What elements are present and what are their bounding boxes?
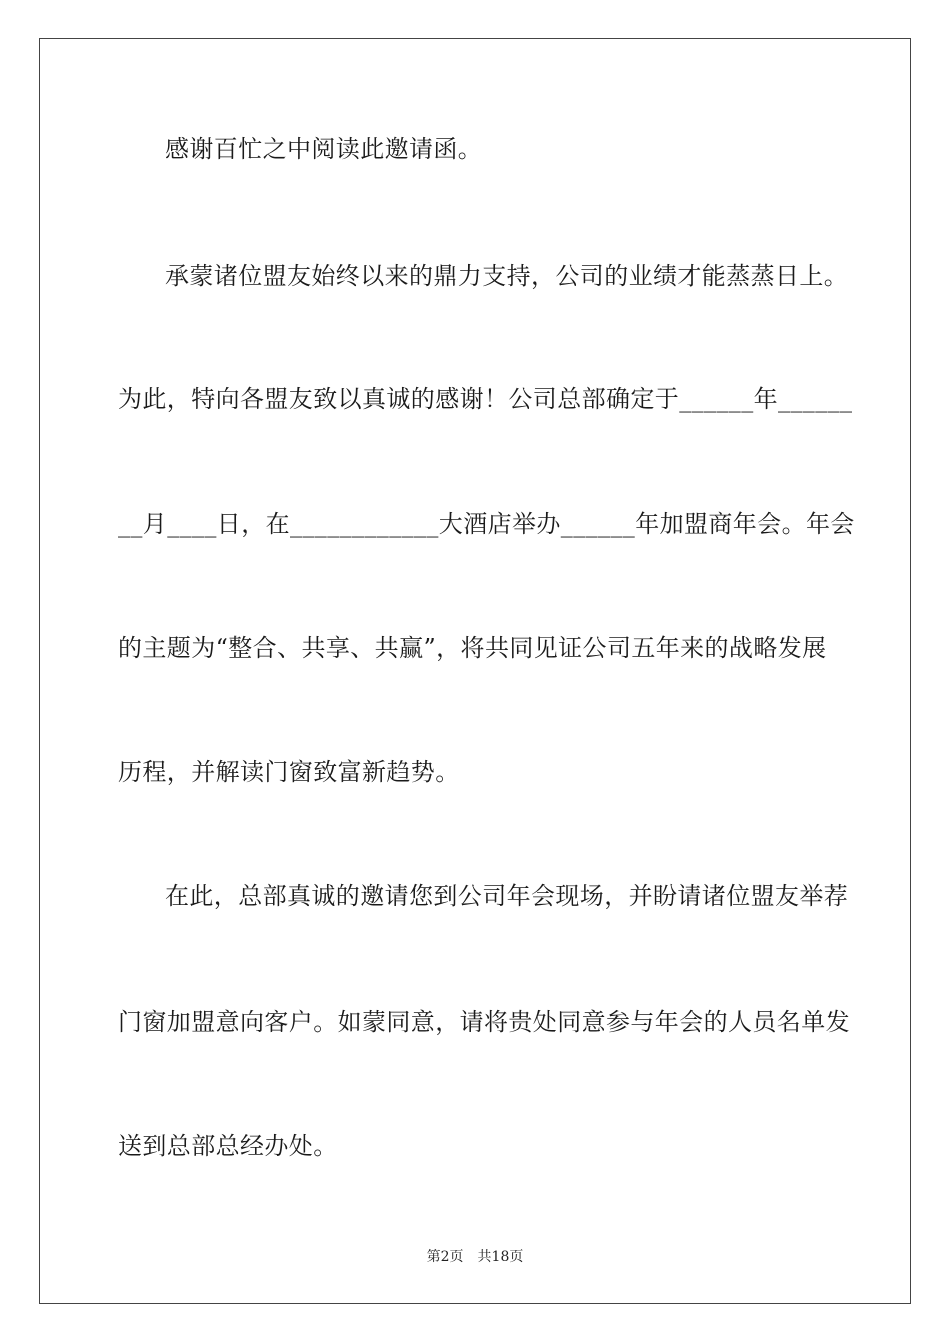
paragraph-line-9: 送到总部总经办处。 — [118, 1132, 338, 1160]
paragraph-line-1: 感谢百忙之中阅读此邀请函。 — [165, 135, 483, 163]
paragraph-line-6: 历程，并解读门窗致富新趋势。 — [118, 758, 460, 786]
page-number: 第2页 — [426, 1249, 464, 1265]
paragraph-line-7: 在此，总部真诚的邀请您到公司年会现场，并盼请诸位盟友举荐 — [165, 882, 849, 910]
paragraph-line-2: 承蒙诸位盟友始终以来的鼎力支持，公司的业绩才能蒸蒸日上。 — [165, 262, 849, 290]
total-pages: 共18页 — [477, 1249, 524, 1265]
paragraph-line-3: 为此，特向各盟友致以真诚的感谢！公司总部确定于______年______ — [118, 385, 853, 413]
page-footer — [0, 1248, 950, 1266]
paragraph-line-4: __月____日，在____________大酒店举办______年加盟商年会。年会 — [118, 510, 855, 538]
paragraph-line-8: 门窗加盟意向客户。如蒙同意，请将贵处同意参与年会的人员名单发 — [118, 1008, 850, 1036]
paragraph-line-5: 的主题为“整合、共享、共赢”，将共同见证公司五年来的战略发展 — [118, 634, 827, 662]
page-border — [39, 38, 911, 1304]
